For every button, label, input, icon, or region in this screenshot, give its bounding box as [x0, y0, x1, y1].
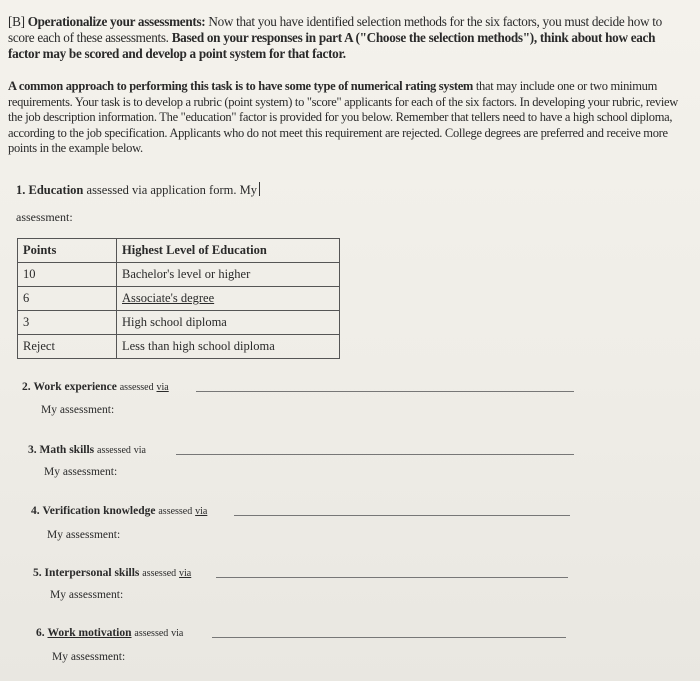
question-number: 1.	[16, 183, 26, 197]
table-cell-points: Reject	[18, 335, 117, 359]
education-rubric-table	[17, 238, 340, 359]
table-cell-points: 6	[18, 287, 117, 311]
question-factor: Math skills	[39, 444, 95, 456]
question-4-assessment-label: My assessment:	[47, 529, 121, 541]
answer-line[interactable]	[196, 391, 574, 392]
question-6-assessment-label: My assessment:	[52, 651, 126, 663]
table-row	[18, 335, 340, 359]
instructions-paragraph	[8, 79, 684, 157]
question-text: assessed	[158, 506, 193, 517]
question-number: 2.	[22, 381, 31, 393]
question-number: 4.	[31, 505, 40, 517]
section-label: [B]	[8, 14, 25, 29]
question-number: 6.	[36, 627, 45, 639]
table-cell-level: Associate's degree	[117, 287, 340, 311]
intro-paragraph	[8, 14, 668, 62]
table-cell-points: 3	[18, 311, 117, 335]
table-header-row	[18, 239, 340, 263]
question-3	[28, 444, 146, 456]
answer-line[interactable]	[216, 577, 568, 578]
instructions-text: that may include one or two minimum requirements. Your task is to develop a rubric (point system) to "score" applicants for each of the six factors. In developing your rubric, review the job description information. The "education" factor is provided for you below. Remember that tellers need to have a high school diploma, according to the job specification. Applicants who do not meet this requirement are rejected. College degrees are preferred and receive more points in the example below.	[8, 79, 679, 155]
question-number: 3.	[28, 444, 37, 456]
question-1-assessment-label: assessment:	[16, 210, 73, 224]
table-cell-level: High school diploma	[117, 311, 340, 335]
question-number: 5.	[33, 567, 42, 579]
table-cell-level: Bachelor's level or higher	[117, 263, 340, 287]
question-2-assessment-label: My assessment:	[41, 404, 115, 416]
question-text: assessed	[97, 445, 131, 456]
instructions-bold-text: A common approach to performing this task is to have some type of numerical rating system	[8, 79, 474, 93]
question-via: via	[195, 506, 208, 517]
text-cursor	[259, 182, 260, 196]
table-row	[18, 287, 340, 311]
question-1	[16, 182, 260, 198]
question-factor: Verification knowledge	[42, 505, 156, 517]
table-cell-points: 10	[18, 263, 117, 287]
question-text: assessed	[142, 568, 177, 579]
question-factor: Work motivation	[47, 627, 132, 639]
answer-line[interactable]	[176, 454, 574, 455]
table-cell-level: Less than high school diploma	[117, 335, 340, 359]
table-header-level: Highest Level of Education	[117, 239, 340, 263]
question-factor: Education	[28, 183, 84, 197]
section-heading: Operationalize your assessments:	[27, 14, 206, 29]
question-2	[22, 381, 169, 393]
question-via: via	[156, 382, 169, 393]
table-row	[18, 263, 340, 287]
answer-line[interactable]	[212, 637, 566, 638]
question-factor: Interpersonal skills	[44, 567, 140, 579]
intro-text: Now that you have identified selection methods for the six factors, you must decide how to score each of these assessments.	[8, 14, 662, 45]
table-row	[18, 311, 340, 335]
question-via: via	[133, 445, 146, 456]
question-text: assessed via application form. My	[86, 183, 257, 197]
question-3-assessment-label: My assessment:	[44, 466, 118, 478]
question-factor: Work experience	[33, 381, 117, 393]
question-4	[31, 505, 207, 517]
question-text: assessed	[134, 628, 169, 639]
intro-bold-text: Based on your responses in part A ("Choose the selection methods"), think about how each factor may be scored and develop a point system for that factor.	[8, 30, 656, 61]
answer-line[interactable]	[234, 515, 570, 516]
question-6	[36, 627, 183, 639]
question-via: via	[171, 628, 184, 639]
question-text: assessed	[119, 382, 154, 393]
question-5-assessment-label: My assessment:	[50, 589, 124, 601]
table-header-points: Points	[18, 239, 117, 263]
question-via: via	[179, 568, 192, 579]
question-5	[33, 567, 191, 579]
